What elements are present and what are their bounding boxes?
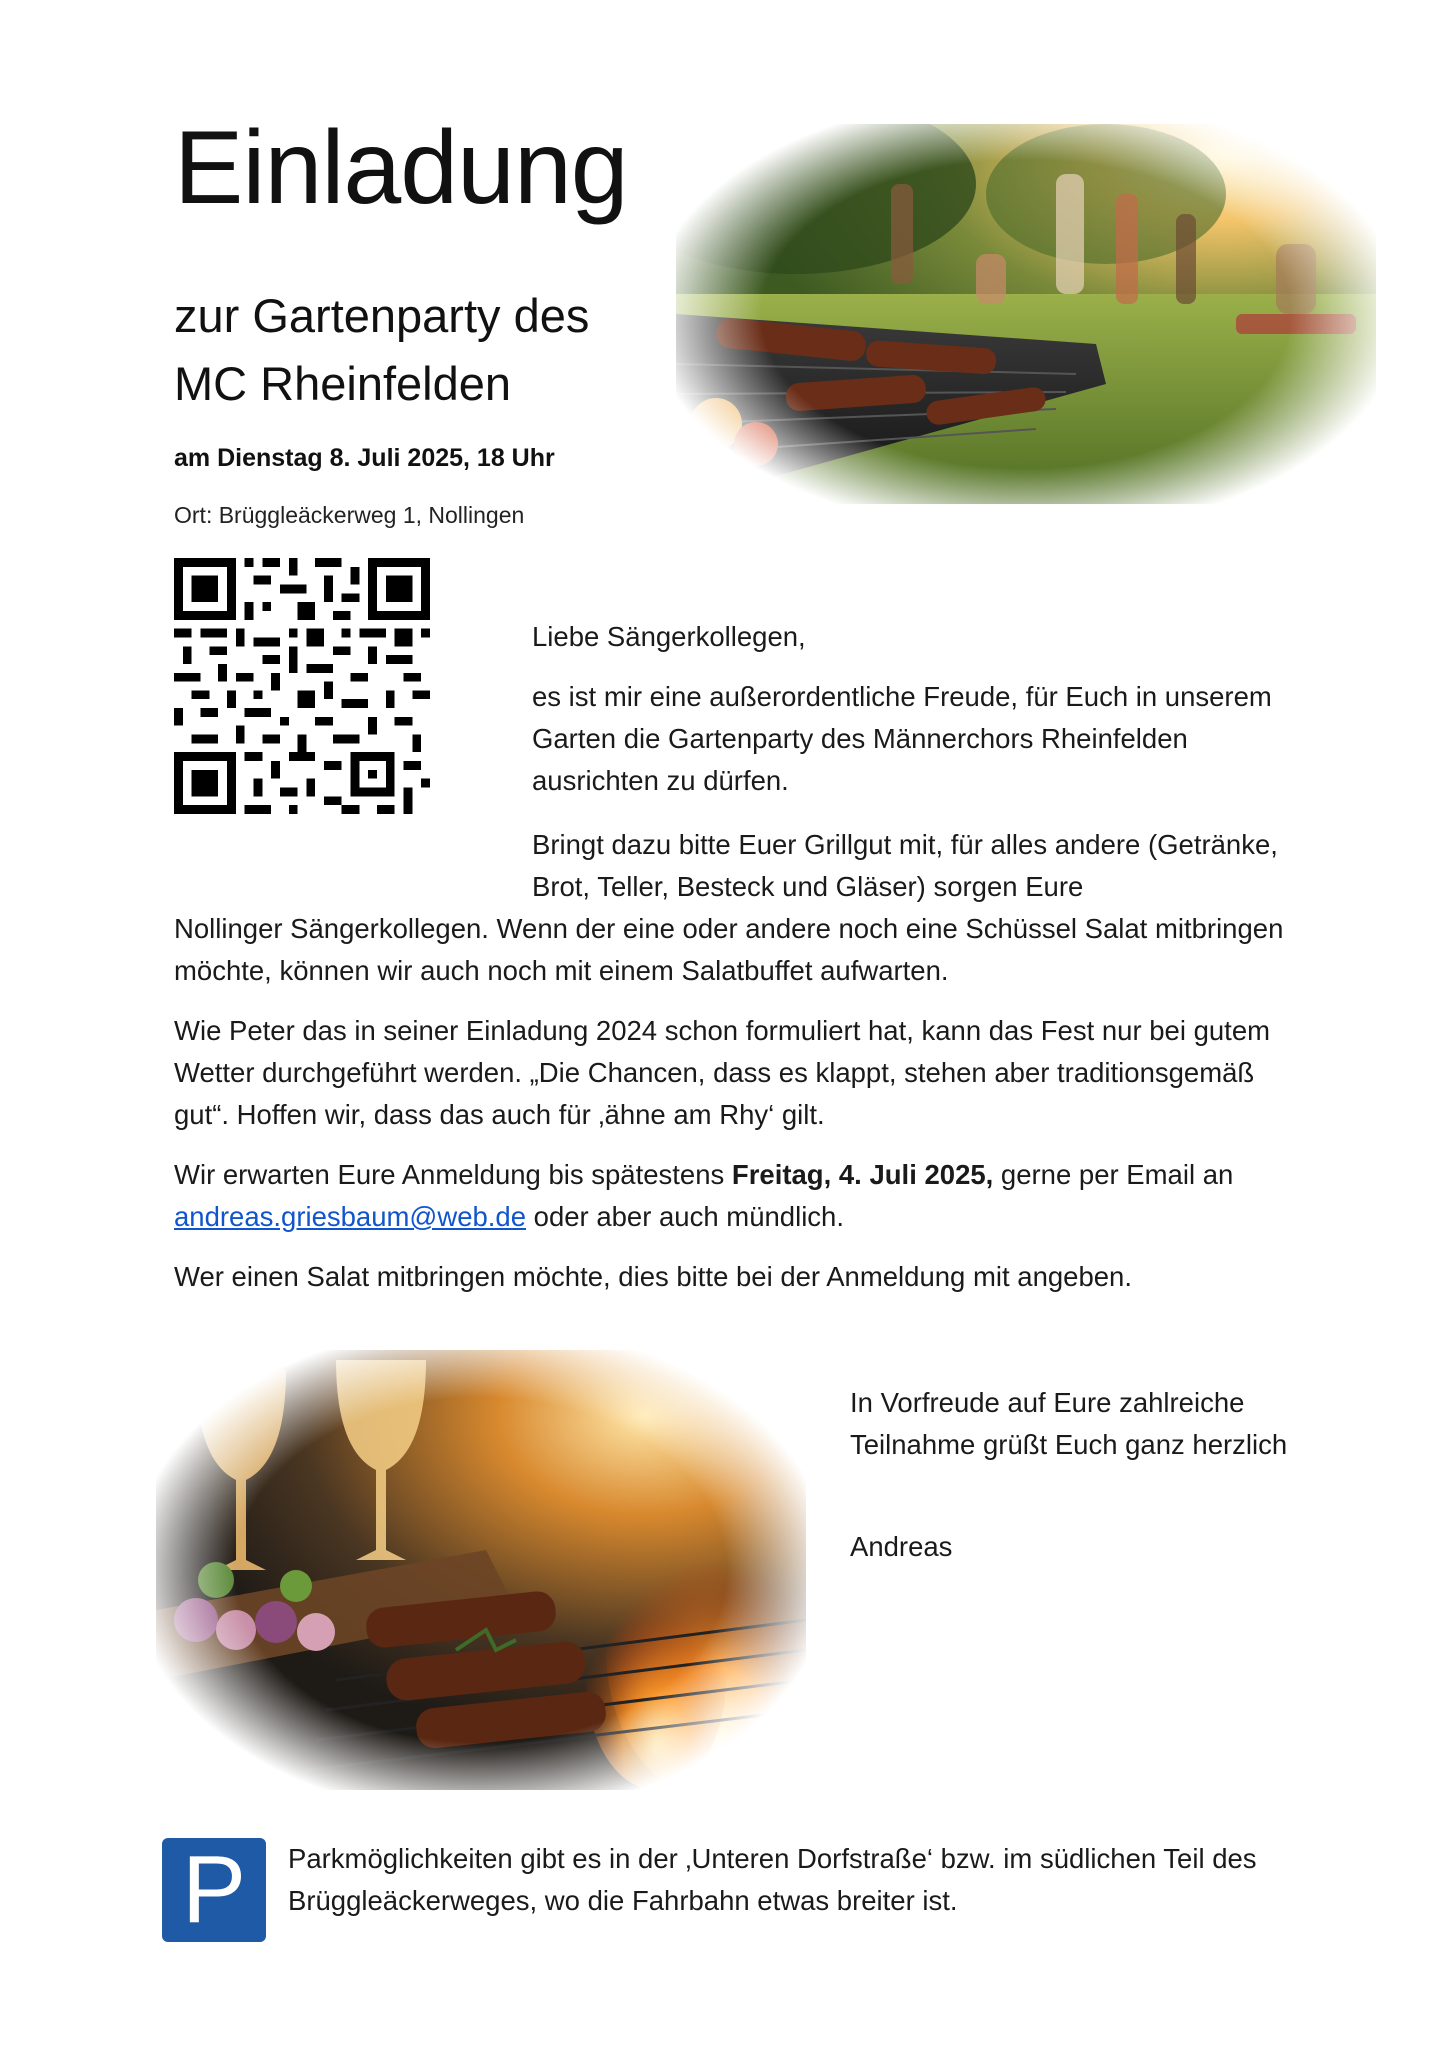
parking-icon (162, 1838, 266, 1942)
grill-wine-photo (156, 1350, 806, 1790)
paragraph-weather: Wie Peter das in seiner Einladung 2024 schon formuliert hat, kann das Fest nur bei gutem Wetter durchgeführt werden. „Die Chancen, dass es klappt, stehen aber traditionsgemäß gut“. Hoffen wir, dass das auch für ‚ähne am Rhy‘ gilt. (174, 1015, 1271, 1130)
email-link[interactable]: andreas.griesbaum@web.de (174, 1201, 527, 1232)
paragraph-intro: es ist mir eine außerordentliche Freude, für Euch in unserem Garten die Gartenparty des Männerchors Rheinfelden ausrichten zu dürfen. (532, 681, 1272, 796)
paragraph-grillgut-start: Bringt dazu bitte Euer Grillgut mit, für alles andere (Getränke, Brot, Teller, Besteck und Gläser) sorgen Eure (532, 829, 1278, 902)
garden-barbecue-photo (676, 124, 1376, 504)
signature: Andreas (850, 1531, 953, 1562)
paragraph-grillgut-end: Nollinger Sängerkollegen. Wenn der eine oder andere noch eine Schüssel Salat mitbringen möchte, können wir auch noch mit einem Salatbuffet aufwarten. (174, 913, 1284, 986)
event-date: am Dienstag 8. Juli 2025, 18 Uhr (174, 444, 555, 472)
qr-code[interactable] (174, 558, 430, 814)
page-title: Einladung (174, 110, 628, 226)
subtitle-line-1: zur Gartenparty des (174, 289, 590, 342)
paragraph-salad: Wer einen Salat mitbringen möchte, dies bitte bei der Anmeldung mit angeben. (174, 1261, 1132, 1292)
event-location: Ort: Brüggleäckerweg 1, Nollingen (174, 502, 525, 528)
registration-text-mid: gerne per Email an (993, 1159, 1234, 1190)
greeting: Liebe Sängerkollegen, (532, 621, 806, 652)
closing-text: In Vorfreude auf Eure zahlreiche Teilnahme grüßt Euch ganz herzlich (850, 1387, 1288, 1460)
subtitle (174, 282, 734, 418)
registration-deadline: Freitag, 4. Juli 2025, (731, 1159, 994, 1190)
paragraph-registration (174, 1154, 1324, 1238)
registration-text-end: oder aber auch mündlich. (526, 1201, 844, 1232)
parking-info: Parkmöglichkeiten gibt es in der ‚Unteren Dorfstraße‘ bzw. im südlichen Teil des Brüggleäckerweges, wo die Fahrbahn etwas breiter ist. (288, 1843, 1257, 1916)
registration-text-start: Wir erwarten Eure Anmeldung bis spätestens (174, 1159, 732, 1190)
subtitle-line-2: MC Rheinfelden (174, 357, 512, 410)
parking-sign-letter: P (181, 1836, 247, 1943)
